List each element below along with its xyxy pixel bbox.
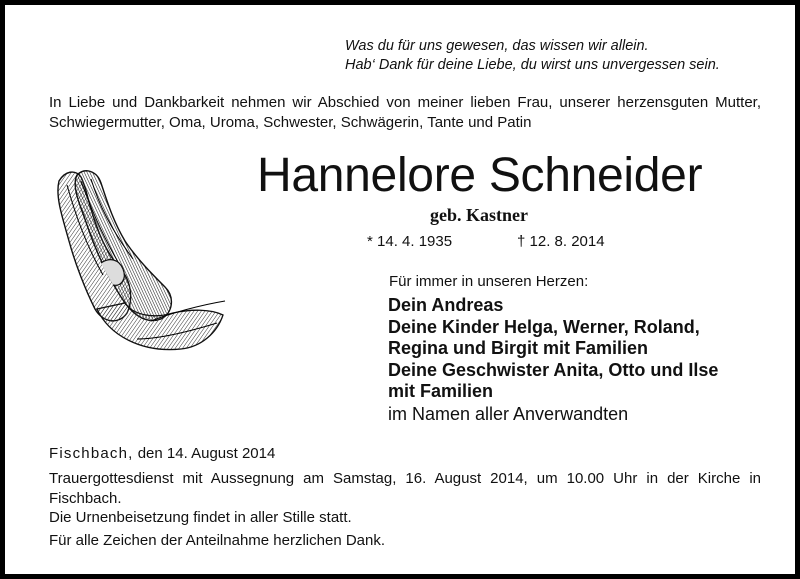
birth-date: * 14. 4. 1935	[367, 233, 453, 250]
thanks-text: Für alle Zeichen der Anteilnahme herzlichen Dank.	[49, 532, 386, 549]
mourner-line: Dein Andreas	[388, 295, 504, 315]
place: Fischbach,	[49, 445, 134, 462]
death-date: † 12. 8. 2014	[517, 233, 605, 250]
place-date	[49, 445, 275, 462]
deceased-name: Hannelore Schneider	[257, 149, 703, 202]
date: den 14. August 2014	[133, 445, 276, 462]
quote-line-2: Hab‘ Dank für deine Liebe, du wirst uns unvergessen sein.	[345, 57, 720, 73]
mourners-closing: im Namen aller Anverwandten	[388, 403, 629, 424]
memorial-quote	[345, 37, 720, 75]
mourner-line: mit Familien	[388, 381, 494, 401]
mourners-heading: Für immer in unseren Herzen:	[389, 273, 589, 290]
quote-line-1: Was du für uns gewesen, das wissen wir allein.	[345, 38, 649, 54]
maiden-name: geb. Kastner	[430, 205, 528, 225]
praying-hands-icon	[41, 163, 231, 363]
urn-burial-text: Die Urnenbeisetzung findet in aller Stille statt.	[49, 509, 352, 526]
intro-text: In Liebe und Dankbarkeit nehmen wir Abschied von meiner lieben Frau, unserer herzensguten Mutter, Schwiegermutter, Oma, Uroma, Schwester, Schwägerin, Tante und Patin	[49, 94, 761, 131]
mourner-line: Regina und Birgit mit Familien	[388, 338, 649, 358]
mourner-line: Deine Geschwister Anita, Otto und Ilse	[388, 359, 719, 380]
mourner-line: Deine Kinder Helga, Werner, Roland,	[388, 316, 700, 337]
mourners-list	[388, 295, 718, 426]
funeral-service-text: Trauergottesdienst mit Aussegnung am Samstag, 16. August 2014, um 10.00 Uhr in der Kirche in Fischbach.	[49, 470, 761, 507]
